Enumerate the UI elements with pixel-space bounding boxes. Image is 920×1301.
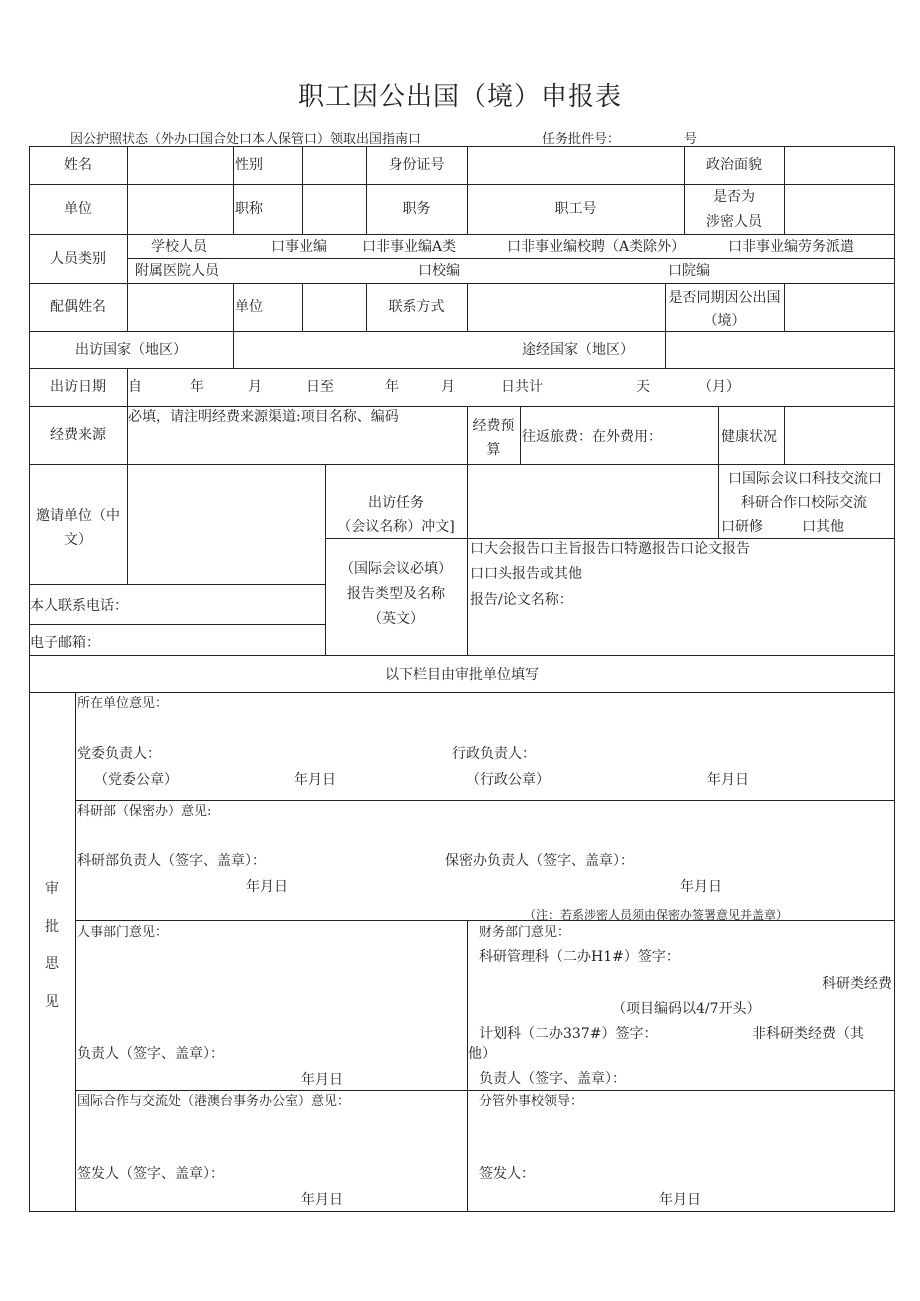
admin-seal-label: （行政公章） bbox=[466, 772, 550, 788]
date-from: 自 bbox=[128, 379, 142, 395]
transit-country-label: 途经国家（地区） bbox=[522, 342, 634, 358]
category-label: 人员类别 bbox=[50, 251, 106, 267]
leader-issuer-sign: 签发人： bbox=[479, 1166, 535, 1182]
option-school-staff[interactable]: 口校编 bbox=[418, 263, 460, 279]
country-label: 出访国家（地区） bbox=[75, 342, 187, 358]
report-type-label-2: 报告类型及名称 bbox=[347, 586, 445, 602]
funding-label: 经费来源 bbox=[50, 427, 106, 443]
passport-status: 因公护照状态（外办口国合处口本人保管口）领取出国指南口 bbox=[70, 132, 422, 147]
date-month-1: 月 bbox=[248, 379, 262, 395]
email-label: 电子邮箱： bbox=[30, 635, 100, 651]
date-day-to: 日至 bbox=[306, 379, 334, 395]
non-research-funds-2: 他） bbox=[468, 1046, 496, 1062]
type-option-other[interactable]: 口其他 bbox=[802, 519, 844, 535]
non-research-funds: 非科研类经费（其 bbox=[752, 1026, 864, 1042]
research-head-label: 科研部负责人（签字、盖章）： bbox=[77, 853, 266, 869]
task-approval-no: 任务批件号： bbox=[542, 132, 621, 147]
gender-label: 性别 bbox=[235, 157, 263, 173]
hr-opinion-label: 人事部门意见： bbox=[77, 925, 169, 940]
party-head-label: 党委负责人： bbox=[77, 746, 161, 762]
leader-date: 年月日 bbox=[659, 1192, 701, 1208]
intl-date: 年月日 bbox=[301, 1192, 343, 1208]
budget-label-2: 算 bbox=[486, 442, 501, 458]
finance-opinion-label: 财务部门意见： bbox=[479, 925, 571, 940]
date-day-total: 日共计 bbox=[501, 379, 543, 395]
task-label-2: （会议名称）冲文] bbox=[337, 519, 455, 535]
research-opinion-label: 科研部（保密办）意见: bbox=[77, 804, 212, 819]
date-month-2: 月 bbox=[441, 379, 455, 395]
approval-section-title: 以下栏目由审批单位填写 bbox=[385, 667, 539, 683]
report-type-label-3: （英文） bbox=[368, 611, 424, 627]
date-months: （月） bbox=[698, 379, 740, 395]
side-label-4: 见 bbox=[45, 994, 59, 1010]
intl-opinion-label: 国际合作与交流处（港澳台事务办公室）意见： bbox=[77, 1094, 351, 1109]
party-seal-label: （党委公章） bbox=[94, 772, 178, 788]
option-hospital-staff[interactable]: 口院编 bbox=[668, 263, 710, 279]
secret-label-2: 涉密人员 bbox=[706, 214, 762, 230]
type-option-training[interactable]: 口研修 bbox=[721, 519, 763, 535]
date-days: 天 bbox=[636, 379, 650, 395]
name-label: 姓名 bbox=[64, 157, 92, 173]
form-title: 职工因公出国（境）申报表 bbox=[297, 82, 622, 112]
id-number-label: 身份证号 bbox=[388, 157, 445, 173]
invite-unit-label-2: 文） bbox=[64, 532, 92, 548]
phone-label: 本人联系电话： bbox=[30, 598, 128, 614]
report-type-label: （国际会议必填） bbox=[340, 561, 452, 577]
type-options-2[interactable]: 科研合作口校际交流 bbox=[741, 495, 867, 511]
date-year-2: 年 bbox=[385, 379, 399, 395]
type-options-1[interactable]: 口国际会议口科技交流口 bbox=[728, 471, 882, 487]
name-field[interactable] bbox=[127, 156, 233, 174]
hospital-staff-label: 附属医院人员 bbox=[135, 263, 219, 279]
intl-issuer-sign: 签发人（签字、盖章）： bbox=[77, 1166, 224, 1182]
report-options-2[interactable]: 口口头报告或其他 bbox=[470, 566, 582, 582]
option-non-career-school[interactable]: 口非事业编校聘（A类除外） bbox=[507, 239, 686, 255]
date-label: 出访日期 bbox=[50, 379, 106, 395]
task-label: 出访任务 bbox=[368, 495, 424, 511]
option-non-career-a[interactable]: 口非事业编A类 bbox=[362, 239, 457, 255]
finance-head-sign: 负责人（签字、盖章）： bbox=[479, 1071, 626, 1087]
school-staff-label: 学校人员 bbox=[151, 239, 207, 255]
hr-date: 年月日 bbox=[301, 1072, 343, 1088]
spouse-unit-label: 单位 bbox=[235, 299, 263, 315]
admin-date: 年月日 bbox=[707, 772, 749, 788]
side-label-3: 思 bbox=[45, 956, 59, 972]
politics-label: 政治面貌 bbox=[706, 157, 762, 173]
cost-label: 往返旅费：在外费用： bbox=[522, 429, 662, 445]
secrecy-head-label: 保密办负责人（签字、盖章）： bbox=[445, 853, 634, 869]
project-code-note: （项目编码以4/7开头） bbox=[612, 1001, 761, 1017]
secret-note: （注：若系涉密人员须由保密办签署意见并盖章） bbox=[524, 908, 789, 922]
party-date: 年月日 bbox=[294, 772, 336, 788]
research-funds-label: 科研类经费 bbox=[822, 976, 892, 992]
funding-note: 必填，请注明经费来源渠道:项目名称、编码 bbox=[128, 409, 399, 425]
report-title-label: 报告/论文名称： bbox=[470, 592, 573, 608]
research-mgmt-sign: 科研管理科（二办H1#）签字： bbox=[479, 949, 680, 965]
date-year-1: 年 bbox=[190, 379, 204, 395]
planning-sign: 计划科（二办337#）签字： bbox=[479, 1026, 658, 1042]
health-label: 健康状况 bbox=[721, 429, 777, 445]
hao-label: 号 bbox=[684, 132, 698, 147]
same-trip-label: 是否同期因公出国 bbox=[668, 290, 781, 306]
secrecy-date: 年月日 bbox=[680, 879, 722, 895]
option-dispatch[interactable]: 口非事业编劳务派遣 bbox=[728, 239, 854, 255]
staff-no-label: 职工号 bbox=[554, 201, 597, 217]
side-label-1: 审 bbox=[45, 881, 59, 897]
unit-label: 单位 bbox=[64, 201, 92, 217]
unit-opinion-label: 所在单位意见： bbox=[77, 696, 169, 711]
secret-label: 是否为 bbox=[713, 189, 755, 205]
side-label-2: 批 bbox=[45, 919, 59, 935]
budget-label: 经费预 bbox=[472, 418, 515, 434]
option-career[interactable]: 口事业编 bbox=[271, 239, 327, 255]
hr-head-sign: 负责人（签字、盖章）： bbox=[77, 1046, 224, 1062]
spouse-name-label: 配偶姓名 bbox=[50, 299, 106, 315]
same-trip-label-2: （境） bbox=[703, 313, 746, 329]
report-options-1[interactable]: 口大会报告口主旨报告口特邀报告口论文报告 bbox=[470, 541, 750, 557]
spouse-contact-label: 联系方式 bbox=[388, 299, 445, 315]
invite-unit-label: 邀请单位（中 bbox=[36, 508, 120, 524]
admin-head-label: 行政负责人： bbox=[452, 746, 536, 762]
leader-opinion-label: 分管外事校领导： bbox=[479, 1094, 584, 1109]
research-date: 年月日 bbox=[246, 879, 288, 895]
title-label: 职称 bbox=[235, 201, 263, 217]
post-label: 职务 bbox=[402, 201, 431, 217]
